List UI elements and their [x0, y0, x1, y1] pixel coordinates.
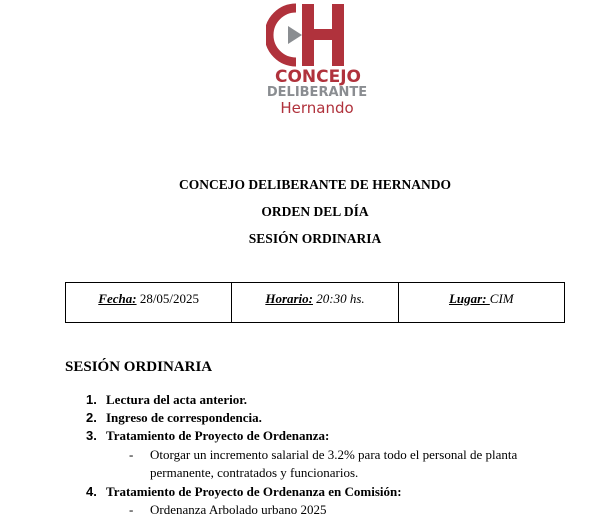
agenda-item: [86, 392, 247, 408]
agenda-item: [86, 484, 402, 500]
info-cell-lugar: [399, 283, 564, 322]
agenda-item-number: 1.: [86, 392, 97, 407]
document-subtitle: ORDEN DEL DÍA: [261, 204, 369, 219]
lugar-value: CIM: [489, 291, 514, 306]
fecha-value: 28/05/2025: [139, 291, 200, 306]
session-info-table: [65, 282, 565, 323]
agenda-item-text: Ingreso de correspondencia.: [106, 410, 262, 425]
subitem-dash: -: [129, 447, 134, 462]
logo-text-deliberante: DELIBERANTE: [266, 85, 368, 100]
agenda-item-text: Lectura del acta anterior.: [106, 392, 248, 407]
subitem-dash: -: [129, 502, 134, 517]
horario-value: 20:30 hs.: [316, 291, 365, 306]
info-cell-horario: [232, 283, 398, 322]
session-type: SESIÓN ORDINARIA: [248, 231, 382, 246]
subitem-text: Otorgar un incremento salarial de 3.2% para todo el personal de planta permanente, contratados y funcionarios.: [150, 447, 518, 480]
fecha-label: Fecha:: [98, 291, 137, 306]
info-cell-fecha: [66, 283, 232, 322]
section-title: SESIÓN ORDINARIA: [65, 359, 213, 375]
agenda-item-text: Tratamiento de Proyecto de Ordenanza en Comisión:: [106, 484, 402, 499]
logo-text-hernando: Hernando: [280, 99, 354, 117]
agenda-item: [86, 410, 262, 426]
document-title: CONCEJO DELIBERANTE DE HERNANDO: [179, 177, 451, 192]
logo-text-concejo: CONCEJO: [274, 67, 362, 87]
horario-label: Horario:: [265, 291, 313, 306]
concejo-logo: [258, 2, 378, 120]
agenda-item-number: 4.: [86, 484, 97, 499]
agenda-item-number: 2.: [86, 410, 97, 425]
agenda-item-text: Tratamiento de Proyecto de Ordenanza:: [106, 428, 330, 443]
agenda-item: [86, 428, 329, 444]
subitem-text: Ordenanza Arbolado urbano 2025: [150, 502, 327, 517]
concejo-h-emblem-icon: [266, 2, 348, 68]
lugar-label: Lugar:: [448, 291, 490, 306]
agenda-item-number: 3.: [86, 428, 97, 443]
